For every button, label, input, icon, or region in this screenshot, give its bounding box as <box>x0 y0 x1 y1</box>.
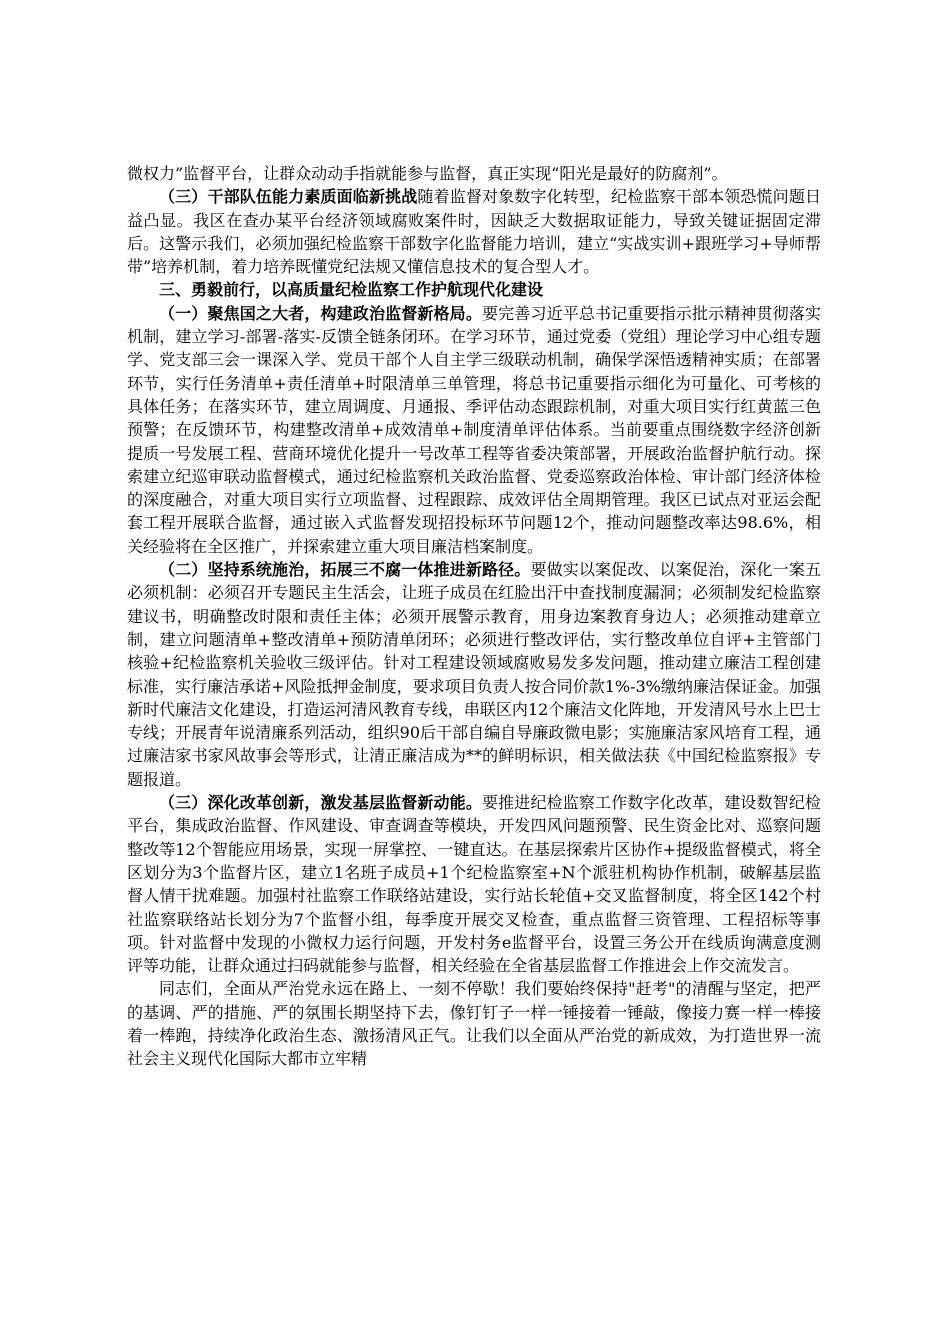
paragraph-text: 微权力”监督平台，让群众动动手指就能参与监督，真正实现“阳光是最好的防腐剂”。 <box>127 164 728 183</box>
paragraph-lead: （二）坚持系统施治，拓展三不腐一体推进新路径。 <box>159 560 531 580</box>
paragraph-reform-innovation <box>127 791 821 977</box>
paragraph-text: 要完善习近平总书记重要指示批示精神贯彻落实机制，建立学习-部署-落实-反馈全链条闭环。在学习环节，通过党委（党组）理论学习中心组专题学、党支部三会一课深入学、党员干部个人自主学三级联动机制，确保学深悟透精神实质；在部署环节，实行任务清单+责任清单+时限清单三单管理，将总书记重要指示细化为可量化、可考核的具体任务；在落实环节，建立周调度、月通报、季评估动态跟踪机制，对重大项目实行红黄蓝三色预警；在反馈环节，构建整改清单+成效清单+制度清单评估体系。当前要重点围绕数字经济创新提质一号发展工程、营商环境优化提升一号改革工程等省委决策部署，开展政治监督护航行动。探索建立纪巡审联动监督模式，通过纪检监察机关政治监督、党委巡察政治体检、审计部门经济体检的深度融合，对重大项目实行立项监督、过程跟踪、成效评估全周期管理。我区已试点对亚运会配套工程开展联合监督，通过嵌入式监督发现招投标环节问题12个，推动问题整改率达98.6%，相关经验将在全区推广，并探索建立重大项目廉洁档案制度。 <box>127 303 821 556</box>
paragraph-closing <box>127 977 821 1070</box>
paragraph-lead: （三）干部队伍能力素质面临新挑战 <box>159 187 418 207</box>
paragraph-systematic-governance <box>127 558 821 791</box>
paragraph-lead: （一）聚焦国之大者，构建政治监督新格局。 <box>159 303 482 323</box>
paragraph-text: 要做实以案促改、以案促治，深化一案五必须机制：必须召开专题民主生活会，让班子成员在红脸出汗中查找制度漏洞；必须制发纪检监察建议书，明确整改时限和责任主体；必须开展警示教育，用身边案教育身边人；必须推动建章立制，建立问题清单+整改清单+预防清单闭环；必须进行整改评估，实行整改单位自评+主管部门核验+纪检监察机关验收三级评估。针对工程建设领域腐败易发多发问题，推动建立廉洁工程创建标准，实行廉洁承诺+风险抵押金制度，要求项目负责人按合同价款1%-3%缴纳廉洁保证金。加强新时代廉洁文化建设，打造运河清风教育专线，串联区内12个廉洁文化阵地，开发清风号水上巴士专线；开展青年说清廉系列活动，组织90后干部自编自导廉政微电影；实施廉洁家风培育工程，通过廉洁家书家风故事会等形式，让清正廉洁成为**的鲜明标识，相关做法获《中国纪检监察报》专题报道。 <box>127 560 821 789</box>
paragraph-text: 随着监督对象数字化转型，纪检监察干部本领恐慌问题日益凸显。我区在查办某平台经济领域腐败案件时，因缺乏大数据取证能力，导致关键证据固定滞后。这警示我们，必须加强纪检监察干部数字化监督能力培训，建立“实战实训+跟班学习+导师帮带”培养机制，着力培养既懂党纪法规又懂信息技术的复合型人才。 <box>127 187 821 277</box>
section-heading-text: 三、勇毅前行，以高质量纪检监察工作护航现代化建设 <box>159 280 544 300</box>
document-page <box>127 162 821 1071</box>
paragraph-cadre-capability <box>127 185 821 278</box>
paragraph-lead: （三）深化改革创新，激发基层监督新动能。 <box>159 793 482 813</box>
paragraph-text: 要推进纪检监察工作数字化改革，建设数智纪检平台，集成政治监督、作风建设、审查调查等模块，开发四风问题预警、民生资金比对、巡察问题整改等12个智能应用场景，实现一屏掌控、一键直达。在基层探索片区协作+提级监督模式，将全区划分为3个监督片区，建立1名班子成员+1个纪检监察室+N个派驻机构协作机制，破解基层监督人情干扰难题。加强村社监察工作联络站建设，实行站长轮值+交叉监督制度，将全区142个村社监察联络站长划分为7个监督小组，每季度开展交叉检查，重点监督三资管理、工程招标等事项。针对监督中发现的小微权力运行问题，开发村务e监督平台，设置三务公开在线质询满意度测评等功能，让群众通过扫码就能参与监督，相关经验在全省基层监督工作推进会上作交流发言。 <box>127 793 821 976</box>
section-heading-three <box>127 278 821 301</box>
paragraph-political-supervision <box>127 302 821 558</box>
paragraph-text: 同志们，全面从严治党永远在路上、一刻不停歇！我们要始终保持"赶考"的清醒与坚定，把严的基调、严的措施、严的氛围长期坚持下去，像钉钉子一样一锤接着一锤敲，像接力赛一样一棒接着一棒跑，持续净化政治生态、激扬清风正气。让我们以全面从严治党的新成效，为打造世界一流社会主义现代化国际大都市立牢精 <box>127 979 821 1069</box>
paragraph-continuation <box>127 162 821 185</box>
